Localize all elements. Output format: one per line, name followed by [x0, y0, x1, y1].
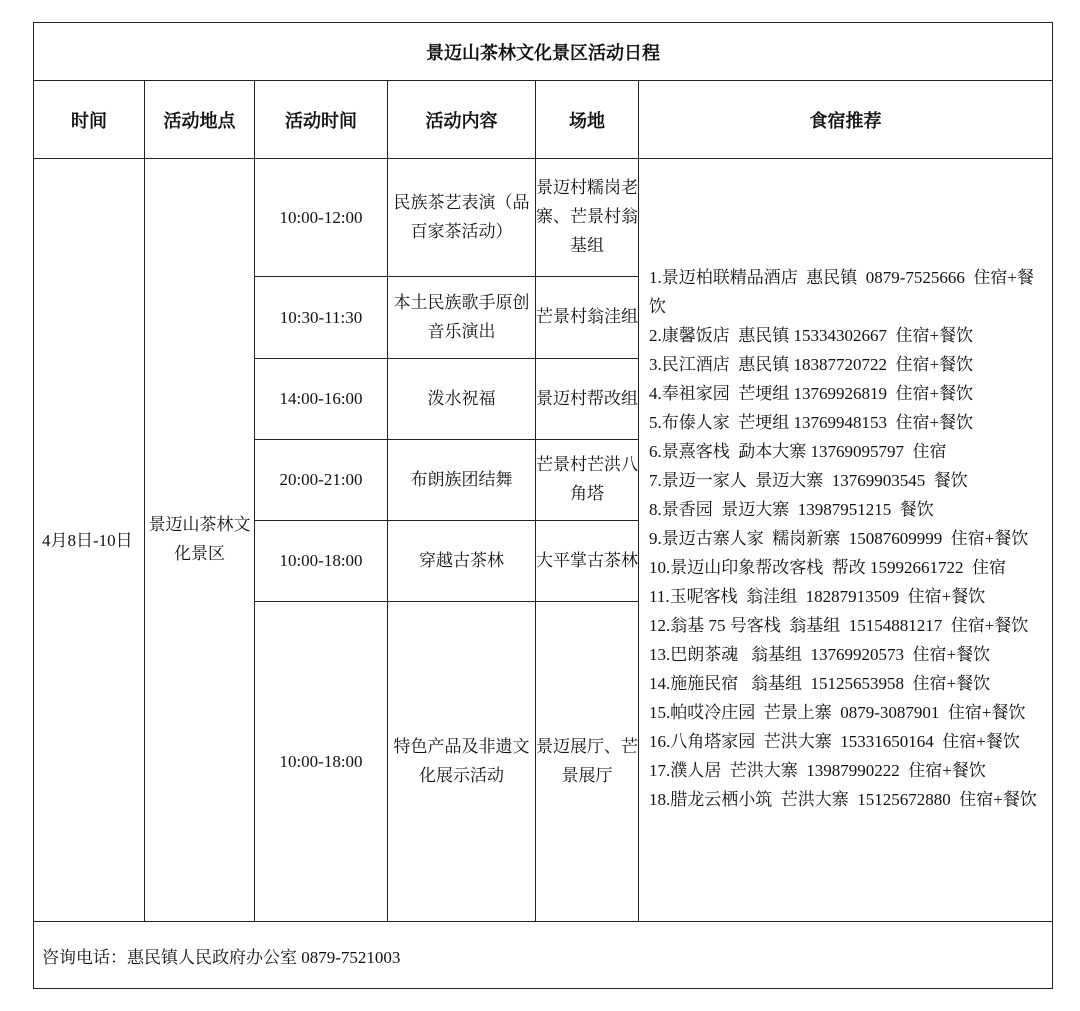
list-item: 5.布傣人家 芒埂组 13769948153 住宿+餐饮 [649, 412, 974, 432]
list-item: 3.民江酒店 惠民镇 18387720722 住宿+餐饮 [649, 354, 974, 374]
activity-time: 10:00-18:00 [255, 602, 388, 922]
date-cell: 4月8日-10日 [34, 159, 145, 922]
table-title: 景迈山茶林文化景区活动日程 [34, 23, 1053, 81]
header-date: 时间 [34, 81, 145, 159]
activity-time: 10:00-18:00 [255, 521, 388, 602]
activity-time: 20:00-21:00 [255, 440, 388, 521]
activity-venue: 景迈村糯岗老寨、芒景村翁基组 [536, 159, 639, 277]
activity-venue: 芒景村翁洼组 [536, 277, 639, 359]
activity-content: 本土民族歌手原创音乐演出 [388, 277, 536, 359]
recommendations-list [639, 159, 1053, 922]
activity-content: 特色产品及非遗文化展示活动 [388, 602, 536, 922]
list-item: 8.景香园 景迈大寨 13987951215 餐饮 [649, 499, 934, 519]
list-item: 12.翁基 75 号客栈 翁基组 15154881217 住宿+餐饮 [649, 615, 1029, 635]
schedule-table [33, 22, 1053, 989]
list-item: 10.景迈山印象帮改客栈 帮改 15992661722 住宿 [649, 557, 1006, 577]
activity-content: 布朗族团结舞 [388, 440, 536, 521]
header-activity-time: 活动时间 [255, 81, 388, 159]
activity-time: 10:00-12:00 [255, 159, 388, 277]
activity-content: 穿越古茶林 [388, 521, 536, 602]
header-venue: 场地 [536, 81, 639, 159]
header-recommendations: 食宿推荐 [639, 81, 1053, 159]
list-item: 1.景迈柏联精品酒店 惠民镇 0879-7525666 住宿+餐饮 [649, 267, 1034, 316]
list-item: 7.景迈一家人 景迈大寨 13769903545 餐饮 [649, 470, 968, 490]
activity-venue: 大平掌古茶林 [536, 521, 639, 602]
activity-venue: 景迈展厅、芒景展厅 [536, 602, 639, 922]
activity-venue: 景迈村帮改组 [536, 359, 639, 440]
header-activity-content: 活动内容 [388, 81, 536, 159]
contact-footer: 咨询电话：惠民镇人民政府办公室 0879-7521003 [34, 922, 1053, 989]
activity-time: 10:30-11:30 [255, 277, 388, 359]
location-cell: 景迈山茶林文化景区 [145, 159, 255, 922]
list-item: 17.濮人居 芒洪大寨 13987990222 住宿+餐饮 [649, 760, 986, 780]
header-location: 活动地点 [145, 81, 255, 159]
activity-content: 泼水祝福 [388, 359, 536, 440]
list-item: 15.帕哎冷庄园 芒景上寨 0879-3087901 住宿+餐饮 [649, 702, 1026, 722]
list-item: 6.景熹客栈 勐本大寨 13769095797 住宿 [649, 441, 947, 461]
activity-time: 14:00-16:00 [255, 359, 388, 440]
list-item: 16.八角塔家园 芒洪大寨 15331650164 住宿+餐饮 [649, 731, 1020, 751]
table-row [34, 159, 1053, 277]
list-item: 9.景迈古寨人家 糯岗新寨 15087609999 住宿+餐饮 [649, 528, 1029, 548]
list-item: 14.施施民宿 翁基组 15125653958 住宿+餐饮 [649, 673, 991, 693]
list-item: 18.腊龙云栖小筑 芒洪大寨 15125672880 住宿+餐饮 [649, 789, 1037, 809]
list-item: 13.巴朗茶魂 翁基组 13769920573 住宿+餐饮 [649, 644, 991, 664]
activity-content: 民族茶艺表演（品百家茶活动） [388, 159, 536, 277]
activity-venue: 芒景村芒洪八角塔 [536, 440, 639, 521]
list-item: 4.奉祖家园 芒埂组 13769926819 住宿+餐饮 [649, 383, 974, 403]
list-item: 2.康馨饭店 惠民镇 15334302667 住宿+餐饮 [649, 325, 974, 345]
list-item: 11.玉呢客栈 翁洼组 18287913509 住宿+餐饮 [649, 586, 986, 606]
